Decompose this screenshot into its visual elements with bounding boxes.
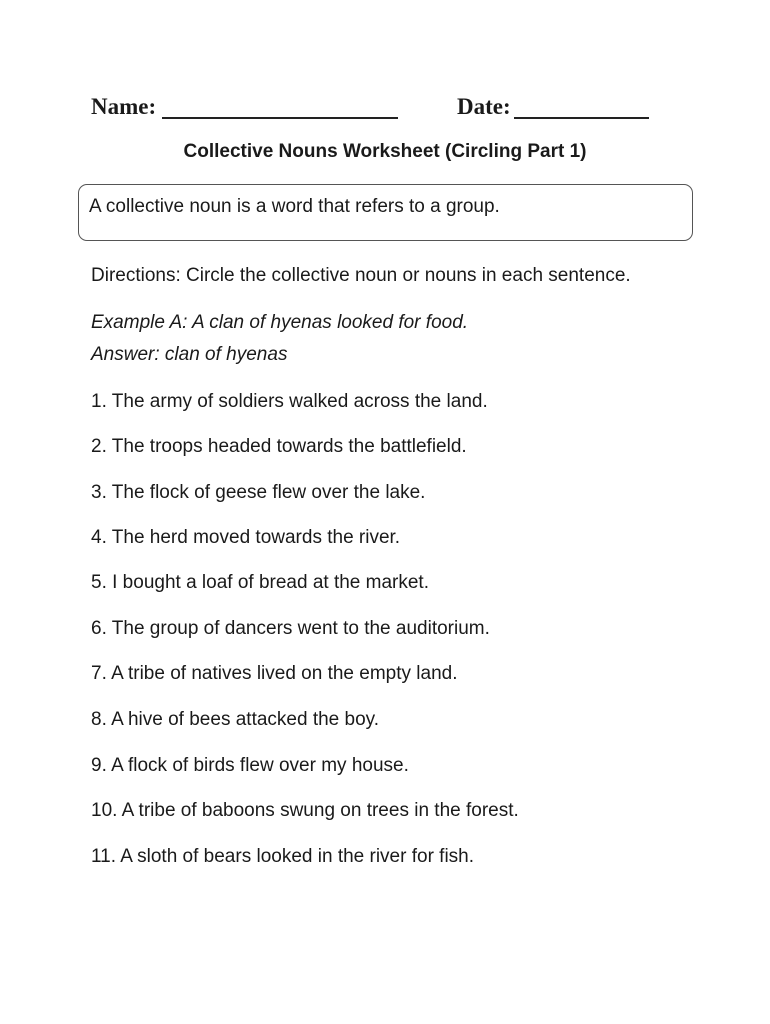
definition-box	[78, 184, 693, 241]
name-blank[interactable]	[162, 117, 398, 119]
question-1: 1. The army of soldiers walked across the land.	[91, 391, 488, 412]
name-label: Name:	[91, 94, 157, 119]
name-date-header	[0, 90, 770, 124]
question-9: 9. A flock of birds flew over my house.	[91, 755, 409, 776]
question-11: 11. A sloth of bears looked in the river for fish.	[91, 846, 475, 867]
question-10: 10. A tribe of baboons swung on trees in the forest.	[91, 800, 519, 821]
question-7: 7. A tribe of natives lived on the empty land.	[91, 663, 458, 684]
example-question: Example A: A clan of hyenas looked for food.	[91, 312, 469, 333]
definition-text: A collective noun is a word that refers to a group.	[89, 196, 500, 217]
worksheet-title: Collective Nouns Worksheet (Circling Part 1)	[183, 141, 587, 162]
date-blank[interactable]	[514, 117, 649, 119]
question-4: 4. The herd moved towards the river.	[91, 527, 401, 548]
question-8: 8. A hive of bees attacked the boy.	[91, 709, 380, 730]
date-label: Date:	[457, 94, 511, 119]
question-2: 2. The troops headed towards the battlefield.	[91, 436, 467, 457]
example-answer: Answer: clan of hyenas	[91, 344, 288, 365]
question-6: 6. The group of dancers went to the auditorium.	[91, 618, 490, 639]
question-3: 3. The flock of geese flew over the lake.	[91, 482, 426, 503]
directions: Directions: Circle the collective noun or nouns in each sentence.	[91, 265, 631, 286]
question-5: 5. I bought a loaf of bread at the market.	[91, 572, 429, 593]
